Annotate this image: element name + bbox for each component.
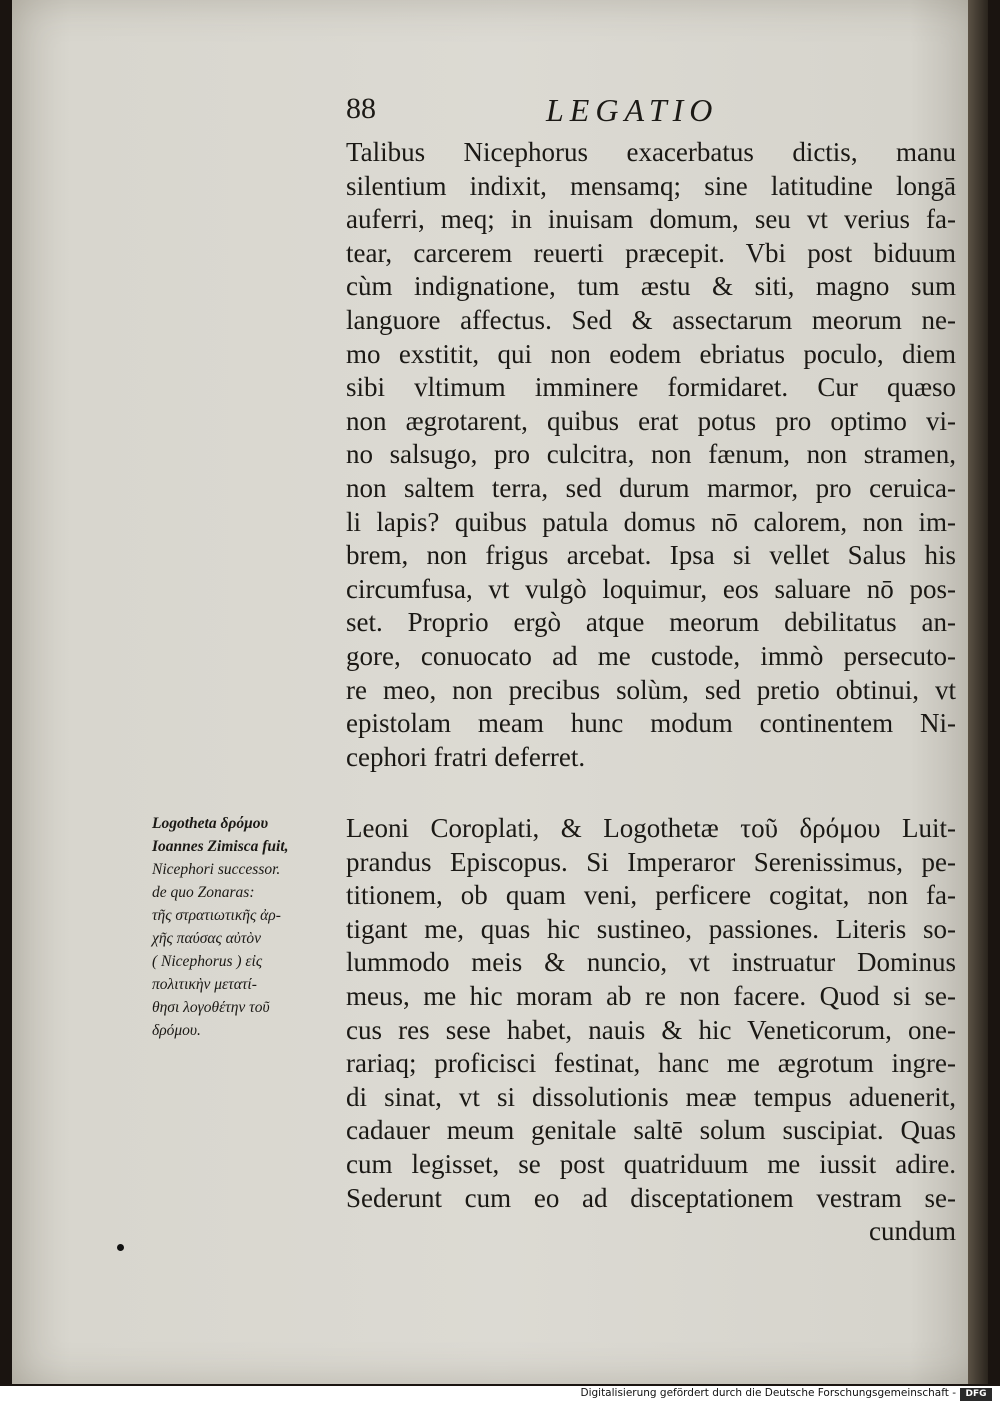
marginal-line: δρόμου. [152,1022,201,1039]
text-line: brem, non frigus arcebat. Ipsa si vellet Salus his [346,540,956,571]
running-title: LEGATIO [546,92,719,128]
digitization-credit: Digitalisierung gefördert durch die Deutsche Forschungsgemeinschaft - [580,1387,956,1399]
text-line: meus, me hic moram ab re non facere. Quod si se- [346,980,956,1011]
text-line: tigant me, quas hic sustineo, passiones. Literis so- [346,913,956,944]
text-line: mo exstitit, qui non eodem ebriatus poculo, diem [346,338,956,369]
text-line: cus res sese habet, nauis & hic Veneticorum, one- [346,1014,956,1045]
dfg-logo: DFG [960,1388,992,1401]
text-line: silentium indixit, mensamq; sine latitudine longā [346,170,956,201]
marginal-line: de quo Zonaras: [152,884,255,901]
text-line: re meo, non precibus solùm, sed pretio obtinui, vt [346,674,956,705]
marginal-line: Ioannes Zimisca fuit, [152,838,289,855]
main-paragraph-2 [346,812,956,1249]
text-line: Leoni Coroplati, & Logothetæ τοῦ δρόμου Luit- [346,813,956,843]
text-line: Sederunt cum eo ad disceptationem vestram se- [346,1182,956,1213]
text-line: cùm indignatione, tum æstu & siti, magno sum [346,271,956,302]
text-line: lummodo meis & nuncio, vt instruatur Dominus [346,947,956,978]
page-number: 88 [346,92,376,125]
marginal-line: πολιτικὴν μετατί- [152,976,257,993]
marginal-line: χῆς παύσας αὐτὸν [152,930,262,947]
marginal-line: Nicephori successor. [152,861,281,878]
text-line: epistolam meam hunc modum continentem Ni- [346,708,956,739]
text-line: titionem, ob quam veni, perficere cogitat, non fa- [346,880,956,911]
text-line: cadauer meum genitale saltē solum suscipiat. Quas [346,1115,956,1146]
text-line: circumfusa, vt vulgò loquimur, eos saluare nō pos- [346,573,956,604]
text-line: gore, conuocato ad me custode, immò persecuto- [346,640,956,671]
main-paragraph-1 [346,136,956,774]
text-line: sibi vltimum imminere formidaret. Cur quæso [346,372,956,403]
text-line: tear, carcerem reuerti præcepit. Vbi post biduum [346,237,956,268]
text-line: non saltem terra, sed durum marmor, pro ceruica- [346,472,956,503]
marginal-line: ( Nicephorus ) εἰς [152,953,263,970]
text-line: rariaq; proficisci festinat, hanc me ægrotum ingre- [346,1048,956,1079]
running-head [0,92,1000,132]
text-line: li lapis? quibus patula domus nō calorem, non im- [346,506,956,537]
text-line: languore affectus. Sed & assectarum meorum ne- [346,304,956,335]
marginal-line: τῆς στρατιωτικῆς ἀρ- [152,907,281,924]
text-line: prandus Episcopus. Si Imperaror Serenissimus, pe- [346,846,956,877]
text-line: cephori fratri deferret. [346,741,586,772]
text-line: di sinat, vt si dissolutionis meæ tempus aduenerit, [346,1081,956,1112]
ink-dot [117,1244,124,1251]
marginal-line: Logotheta δρόμου [152,815,269,832]
text-line: non ægrotarent, quibus erat potus pro optimo vi- [346,405,956,436]
text-line: no salsugo, pro culcitra, non fænum, non stramen, [346,439,956,470]
text-line: cundum [869,1216,956,1247]
text-line: auferri, meq; in inuisam domum, seu vt verius fa- [346,204,956,235]
marginal-line: θησι λογοθέτην τοῦ [152,999,270,1016]
marginal-note [152,812,350,1042]
text-line: Talibus Nicephorus exacerbatus dictis, manu [346,137,956,167]
text-line: cum legisset, se post quatriduum me iussit adire. [346,1148,956,1179]
text-line: set. Proprio ergò atque meorum debilitatus an- [346,607,956,638]
book-spine-edge [968,0,988,1384]
